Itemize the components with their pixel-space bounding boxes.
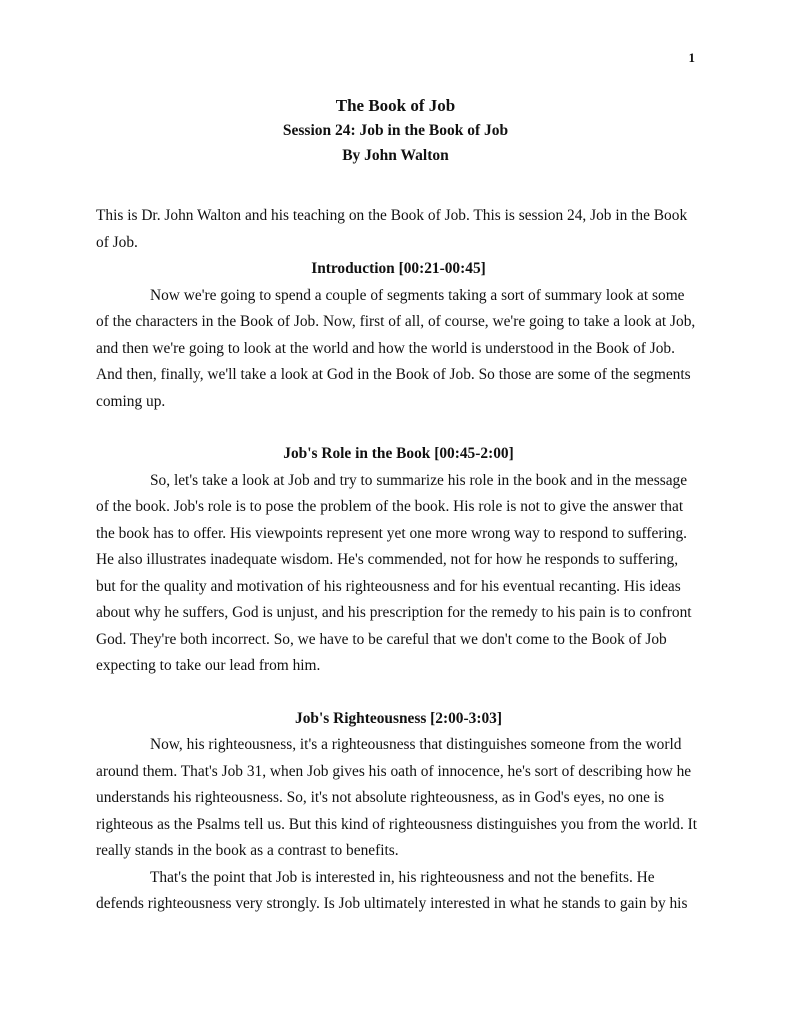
session-title: Session 24: Job in the Book of Job bbox=[282, 122, 509, 139]
spacer bbox=[96, 680, 701, 706]
paragraph: Now we're going to spend a couple of segments taking a sort of summary look at some of the characters in the Book of Job. Now, first of all, of course, we're going to take a look at Job, and then we're going to look at the world and how the world is understood in the Book of Job. And then, finally, we'll take a look at God in the Book of Job. So those are some of the segments coming up. bbox=[96, 286, 696, 410]
section-heading-jobs-righteousness: Job's Righteousness [2:00-3:03] bbox=[295, 709, 502, 727]
section-heading-introduction: Introduction [00:21-00:45] bbox=[311, 260, 486, 277]
paragraph: Now, his righteousness, it's a righteousness that distinguishes someone from the world around them. That's Job 31, when Job gives his oath of innocence, he's sort of describing how he understands his righteousness. So, it's not absolute righteousness, as in God's eyes, no one is righteous as the Psalms tell us. But this kind of righteousness distinguishes you from the world. It really stands in the book as a contrast to benefits. bbox=[96, 736, 698, 859]
author-line: By John Walton bbox=[342, 147, 449, 164]
paragraph: That's the point that Job is interested in, his righteousness and not the benefits. He defends righteousness very strongly. Is Job ultimately interested in what he stands to gain by his bbox=[96, 868, 688, 912]
intro-paragraph: This is Dr. John Walton and his teaching on the Book of Job. This is session 24, Job in the Book of Job. bbox=[96, 207, 688, 251]
document-title: The Book of Job bbox=[335, 96, 456, 115]
page-number: 1 bbox=[688, 50, 695, 65]
document-body bbox=[96, 203, 701, 918]
section-heading-jobs-role: Job's Role in the Book [00:45-2:00] bbox=[283, 445, 514, 462]
spacer bbox=[96, 415, 701, 441]
paragraph: So, let's take a look at Job and try to summarize his role in the book and in the message of the book. Job's role is to pose the problem of the book. His role is not to give the answer that the book has to offer. His viewpoints represent yet one more wrong way to respond to suffering. He also illustrates inadequate wisdom. He's commended, not for how he responds to suffering, but for the quality and motivation of his righteousness and for his eventual recanting. His ideas about why he suffers, God is unjust, and his prescription for the remedy to his pain is to confront God. They're both incorrect. So, we have to be careful that we don't come to the Book of Job expecting to take our lead from him. bbox=[96, 471, 692, 674]
document-title-block bbox=[0, 93, 791, 168]
